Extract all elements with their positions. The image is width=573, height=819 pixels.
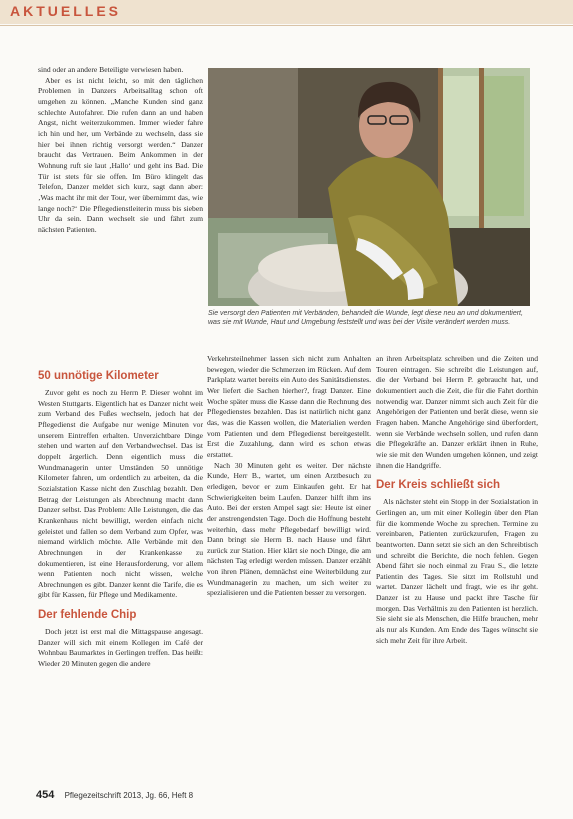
paragraph: Als nächster steht ein Stopp in der Sozialstation in Gerlingen an, um mit einer Kollegin über den Plan für die kommende Woche zu sprechen. Termine zu vereinbaren, Patienten zurückzurufen, Fragen zu beantworten. Dann setzt sie sich an den Schreibtisch und schreibt die Berichte, die noch fehlen. Gegen Abend fährt sie noch einmal zu Frau S., die letzte Patientin des Tages. Sie sitzt im Rollstuhl und wartet. Danzer lächelt und fragt, wie es ihr geht. Danzer ist zu Hause und packt ihre Tasche für morgen. Das Verhältnis zu den Patienten ist herzlich. Sie sieht sie als Menschen, die Hilfe brauchen, mehr als nur als Kunden. Am Ende des Tages wünscht sie sich mehr Zeit für ihre Arbeit. (376, 497, 538, 645)
photo-caption: Sie versorgt den Patienten mit Verbänden, behandelt die Wunde, legt diese neu an und dokumentiert, was sie mit Wunde, Haut und Umgebung feststellt und was bei der Visite verändert werden muss. (208, 310, 523, 326)
column-1-top (38, 65, 203, 236)
journal-name: Pflegezeitschrift 2013, Jg. 66, Heft 8 (64, 791, 194, 800)
paragraph: an ihren Arbeitsplatz schreiben und die Zeiten und Touren eintragen. Sie schreibt die Leistungen auf, die der Verband bei Herrn P. gebraucht hat, und dokumentiert auch die Zeit, die für die Fahrt dorthin notwendig war. Danzer nimmt sich auch Zeit für die Angehörigen der Patienten und berät diese, wenn sie Fragen haben. Manche Angehörige sind überfordert, wenn sie Verbände wechseln sollen, und rufen dann die Pflegekräfte an. Danzer erklärt ihnen in Ruhe, wie sie mit den Wunden umgehen können, und zeigt ihnen die Handgriffe. (376, 354, 538, 470)
paragraph: Verkehrsteilnehmer lassen sich nicht zum Anhalten bewegen, wieder die Schmerzen im Rücken. Auf dem Parkplatz wartet bereits ein Auto des Sanitätsdienstes. Wer liefert die Sachen hierher?, fragt Danzer. Eine Woche später muss die Kasse dann die Rechnung des Pflegedienstes bezahlen. Das ist natürlich nicht ganz das, was die Kassen wollen, die Materialien werden vom Patienten und dem Pflegedienst bereitgestellt. Erst die Zuzahlung, dann wird es schon etwas erstattet. (207, 354, 371, 459)
section-heading: Der Kreis schließt sich (376, 479, 500, 492)
section-heading: 50 unnötige Kilometer (38, 370, 159, 382)
header-rule (0, 25, 573, 26)
section-title: AKTUELLES (10, 3, 121, 19)
photo-illustration (208, 68, 530, 306)
page-footer (36, 789, 193, 801)
column-3 (376, 354, 538, 646)
column-2 (207, 354, 371, 599)
section-heading: Der fehlende Chip (38, 609, 137, 622)
paragraph: Aber es ist nicht leicht, so mit den täglichen Problemen in Danzers Arbeitsalltag schon oft umgehen zu können. „Manche Kunden sind ganz schlechte Autofahrer. Die rufen dann an und haben Angst, nicht weiterzukommen. Immer wieder fahre ich hin und her, um Verbände zu wechseln, dass sie hier bei ihnen richtig versorgt werden.“ Danzer braucht das Vertrauen. Beim Ankommen in der Wohnung ruft sie laut ‚Hallo‘ und geht ins Bad. Die Tür ist stets für sie offen. Im Büro klingelt das Telefon, Danzer meldet sich kurz, sagt dann aber: ‚Was macht ihr mit der Tour, wer übernimmt das, wie lange noch?‘ Die Pflegedienstleiterin muss bis sieben Uhr da sein. Dann wechselt sie und fährt zum nächsten Patienten. (38, 75, 203, 234)
column-1-bottom (38, 362, 203, 670)
page-number: 454 (36, 789, 55, 801)
paragraph: Nach 30 Minuten geht es weiter. Der nächste Kunde, Herr B., wartet, um einen Arztbesuch zu erledigen, bevor er zum Einkaufen geht. Er hat Schwierigkeiten beim Laufen. Danzer hilft ihm ins Auto. Bei der ersten Ampel sagt sie: Heute ist einer der anstrengendsten Tage. Doch die Hoffnung besteht weiterhin, dass mehr Pflegebedarf bewilligt wird. Dann bringt sie Herrn B. nach Hause und fährt zurück zur Station. Hier klärt sie noch Dinge, die am nächsten Tag erledigt werden müssen. Danzer erzählt von ihren Plänen, demnächst eine Weiterbildung zur Wundmanagerin zu machen, um sich weiter zu spezialisieren und die Patienten besser zu versorgen. (207, 460, 371, 598)
paragraph: sind oder an andere Beteiligte verwiesen haben. (38, 65, 184, 74)
paragraph: Zuvor geht es noch zu Herrn P. Dieser wohnt im Westen Stuttgarts. Eigentlich hat es Danzer nicht weit zum Verband des Fußes wechseln, jedoch hat der Pflegedienst die Aufgabe nur wenige Minuten vor unserem Eintreffen erhalten. Unverzichtbare Dinge stehen und warten auf den Verbandwechsel. Das ist doppelt ärgerlich. Denn eigentlich muss die Wundmanagerin unter Umständen 50 unnötige Kilometer fahren, um ordentlich zu arbeiten, da die Sozialstation Kasse nicht den Zuschlag bezahlt. Den Betrag der Leistungen als Abrechnung macht dann Danzer selbst. Das Problem: Alle Leistungen, die das Krankenhaus nicht bewilligt, werden einfach nicht geleistet und fallen so dem Verband zum Opfer, was niemand wirklich möchte. Alle Verbände mit den Abrechnungen in der Krankenkasse zu dokumentieren, ist eine Herausforderung, vor allem wenn Patienten noch nicht wissen, welche Abrechnungen es gibt. Danzer kennt die Tarife, die es gibt für Kassen, für Pflege und Medikamente. (38, 388, 203, 600)
paragraph: Doch jetzt ist erst mal die Mittagspause angesagt. Danzer will sich mit einem Kollegen im Café der Wohnbau Baumarktes in Gerlingen treffen. Das heißt: Wieder 20 Minuten gegen die andere (38, 627, 203, 669)
article-photo (208, 68, 530, 306)
